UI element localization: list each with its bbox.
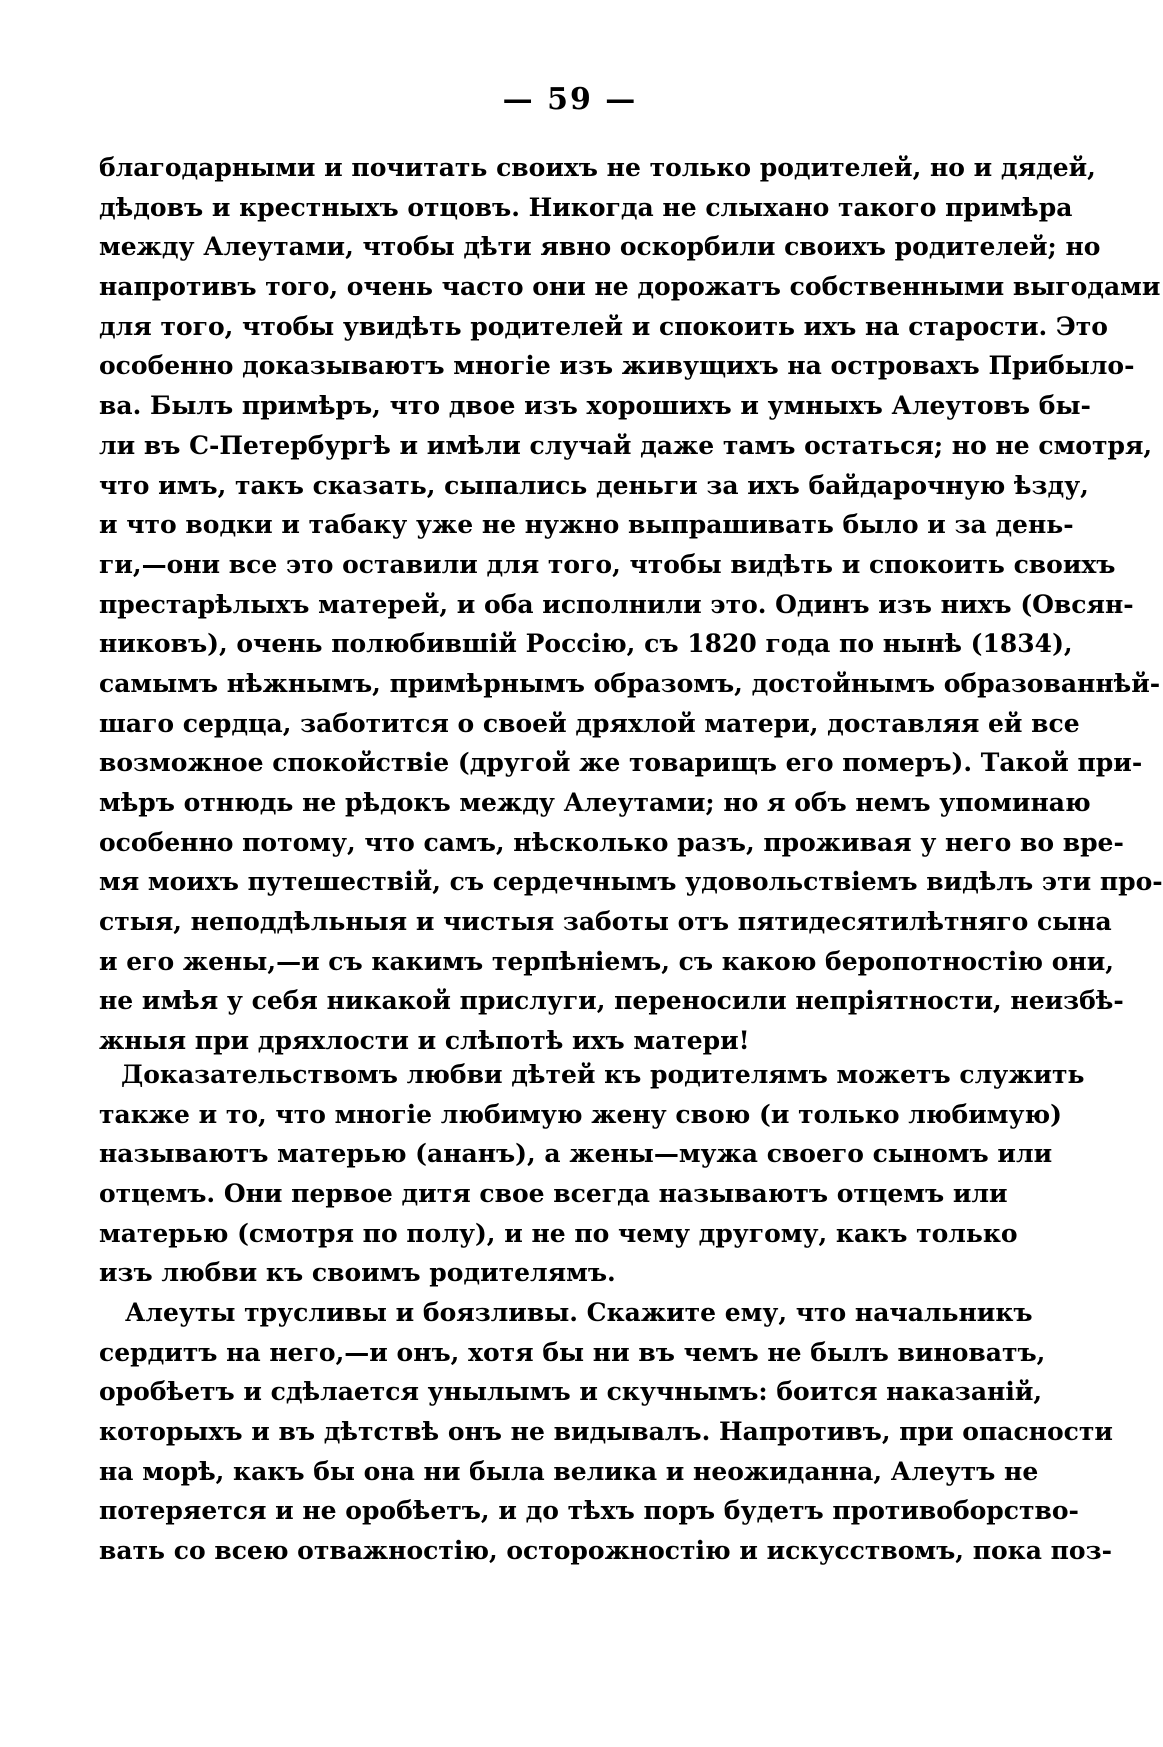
text-line: которыхъ и въ дѣтствѣ онъ не видывалъ. Напротивъ, при опасности — [99, 1417, 1113, 1447]
text-line: сердитъ на него,—и онъ, хотя бы ни въ чемъ не былъ виноватъ, — [99, 1337, 1046, 1367]
text-line: ли въ С-Петербургѣ и имѣли случай даже тамъ остаться; но не смотря, — [99, 430, 1153, 460]
text-line: изъ любви къ своимъ родителямъ. — [99, 1258, 616, 1288]
text-line: не имѣя у себя никакой прислуги, переносили непріятности, неизбѣ- — [99, 986, 1124, 1016]
text-line: напротивъ того, очень часто они не дорожатъ собственными выгодами — [99, 272, 1161, 302]
text-line: матерью (смотря по полу), и не по чему другому, какъ только — [99, 1218, 1018, 1248]
text-line: также и то, что многіе любимую жену свою (и только любимую) — [99, 1099, 1062, 1129]
text-line: ва. Былъ примѣръ, что двое изъ хорошихъ и умныхъ Алеутовъ бы- — [99, 391, 1091, 421]
text-line: возможное спокойствіе (другой же товарищъ его померъ). Такой при- — [99, 748, 1143, 778]
text-line: и его жены,—и съ какимъ терпѣніемъ, съ какою беропотностію они, — [99, 946, 1114, 976]
paragraph-3 — [99, 1293, 1113, 1571]
text-line: особенно потому, что самъ, нѣсколько разъ, проживая у него во вре- — [99, 827, 1124, 857]
text-line: Доказательствомъ любви дѣтей къ родителямъ можетъ служить — [121, 1060, 1085, 1089]
text-line: благодарными и почитать своихъ не только родителей, но и дядей, — [99, 153, 1096, 182]
text-line: называютъ матерью (ананъ), а жены—мужа своего сыномъ или — [99, 1139, 1053, 1169]
text-line: для того, чтобы увидѣть родителей и спокоить ихъ на старости. Это — [99, 311, 1108, 341]
text-line: на морѣ, какъ бы она ни была велика и неожиданна, Алеутъ не — [99, 1456, 1039, 1486]
text-line: мя моихъ путешествій, съ сердечнымъ удовольствіемъ видѣлъ эти про- — [99, 867, 1163, 897]
text-line: что имъ, такъ сказать, сыпались деньги за ихъ байдарочную ѣзду, — [99, 470, 1089, 500]
text-line: потеряется и не оробѣетъ, и до тѣхъ поръ будетъ противоборство- — [99, 1496, 1079, 1526]
text-line: шаго сердца, заботится о своей дряхлой матери, доставляя ей все — [99, 708, 1080, 738]
paragraph-2 — [99, 1055, 1085, 1293]
paragraph-1 — [99, 148, 1163, 1061]
text-line: оробѣетъ и сдѣлается унылымъ и скучнымъ: боится наказаній, — [99, 1377, 1043, 1407]
text-line: дѣдовъ и крестныхъ отцовъ. Никогда не слыхано такого примѣра — [99, 192, 1073, 222]
text-line: престарѣлыхъ матерей, и оба исполнили это. Одинъ изъ нихъ (Овсян- — [99, 589, 1134, 619]
text-line: мѣръ отнюдь не рѣдокъ между Алеутами; но я объ немъ упоминаю — [99, 788, 1091, 817]
text-line: никовъ), очень полюбившій Россію, съ 1820 года по нынѣ (1834), — [99, 629, 1073, 659]
text-line: стыя, неподдѣльныя и чистыя заботы отъ пятидесятилѣтняго сына — [99, 907, 1112, 937]
text-line: самымъ нѣжнымъ, примѣрнымъ образомъ, достойнымъ образованнѣй- — [99, 668, 1161, 698]
text-line: между Алеутами, чтобы дѣти явно оскорбили своихъ родителей; но — [99, 232, 1101, 262]
text-line: Алеуты трусливы и боязливы. Скажите ему, что начальникъ — [125, 1298, 1033, 1327]
text-line: отцемъ. Они первое дитя свое всегда называютъ отцемъ или — [99, 1179, 1008, 1209]
text-line: ги,—они все это оставили для того, чтобы видѣть и спокоить своихъ — [99, 549, 1116, 579]
text-line: вать со всею отважностію, осторожностію и искусствомъ, пока поз- — [99, 1536, 1112, 1566]
page-number: — 59 — — [502, 82, 638, 117]
text-line: жныя при дряхлости и слѣпотѣ ихъ матери! — [99, 1026, 750, 1056]
text-line: особенно доказываютъ многіе изъ живущихъ на островахъ Прибыло- — [99, 351, 1135, 381]
text-line: и что водки и табаку уже не нужно выпрашивать было и за день- — [99, 510, 1074, 540]
